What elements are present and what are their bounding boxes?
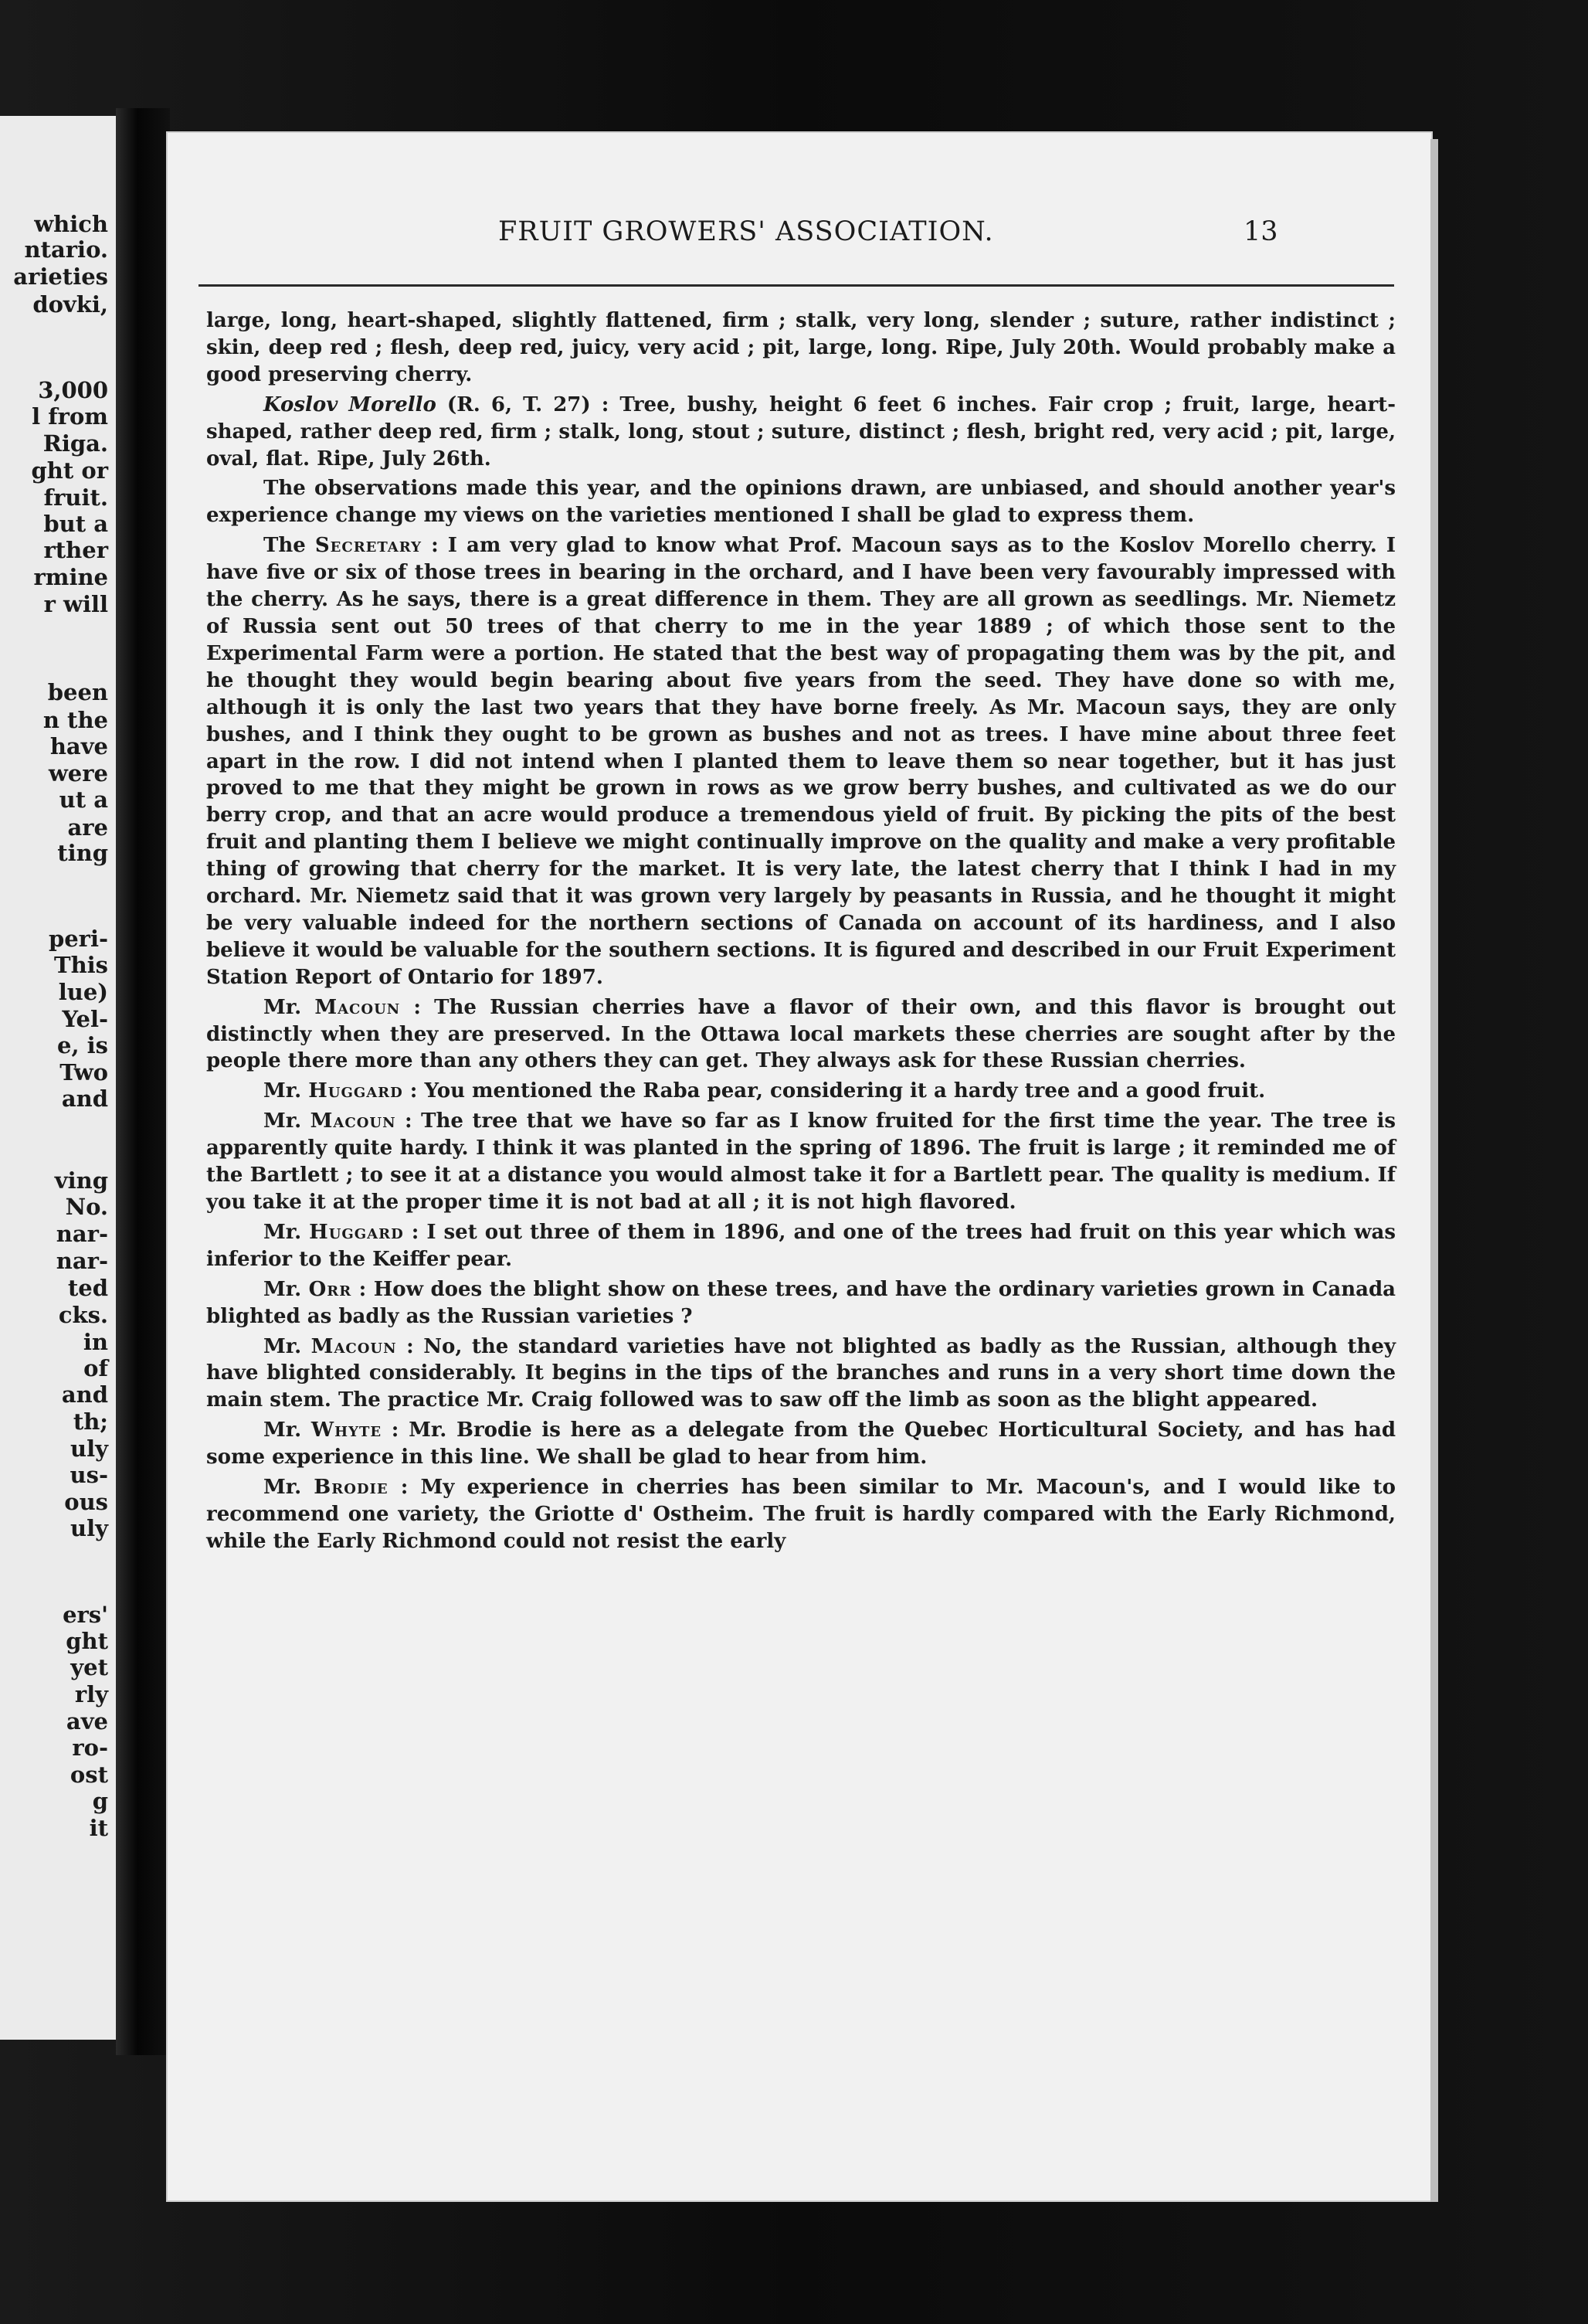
speaker-prefix: The <box>263 534 315 558</box>
adjacent-page-word: been <box>47 679 108 705</box>
adjacent-page-word: ght or <box>31 457 108 484</box>
adjacent-page-word: were <box>48 760 108 787</box>
paragraph-text: : I set out three of them in 1896, and one of the trees had fruit on this year which was inferior to the Keiffer pear. <box>206 1220 1396 1271</box>
adjacent-page-word: yet <box>70 1654 108 1680</box>
page-number: 13 <box>1244 216 1278 247</box>
paragraph <box>206 1474 1396 1555</box>
adjacent-page-word: in <box>83 1329 108 1355</box>
adjacent-page-word: ut a <box>59 787 108 813</box>
paragraph <box>206 475 1396 529</box>
speaker-name: Secretary <box>314 534 422 558</box>
running-title: FRUIT GROWERS' ASSOCIATION. <box>498 216 994 247</box>
adjacent-page-word: Two <box>59 1059 108 1086</box>
paragraph-text: : I am very glad to know what Prof. Macoun says as to the Koslov Morello cherry. I have five or six of those trees in bearing in the orchard, and I have been very favourably impressed with the cherry. As he says, there is a great difference in them. They are all grown as seedlings. Mr. Niemetz of Russia sent out 50 trees of that cherry to me in the year 1889 ; of which those sent to the Experimental Farm were a portion. He stated that the best way of propagating them was by the pit, and he thought they would begin bearing about five years from the seed. They have done so with me, although it is only the last two years that they have borne freely. As Mr. Macoun says, they are only bushes, and I think they ought to be grown as bushes and not as trees. I have mine about three feet apart in the row. I did not intend when I planted them to leave them so near together, but it has just proved to me that they might be grown in rows as we grow berry bushes, and cultivated as we do our berry crop, and that an acre would produce a tremendous yield of fruit. By picking the pits of the best fruit and planting them I believe we might continually improve on the quality and make a very profitable thing of growing that cherry for the market. It is very late, the latest cherry that I think I had in my orchard. Mr. Niemetz said that it was grown very largely by peasants in Russia, and he thought it might be very valuable indeed for the northern sections of Canada on account of its hardiness, and I also believe it would be valuable for the southern sections. It is figured and described in our Fruit Experiment Station Report of Ontario for 1897. <box>206 534 1396 989</box>
speaker-prefix: Mr. <box>263 1476 314 1500</box>
adjacent-page-word: fruit. <box>43 484 108 511</box>
paragraph <box>206 1276 1396 1330</box>
adjacent-page-word: but a <box>43 511 108 537</box>
adjacent-page-word: rther <box>43 537 108 563</box>
adjacent-page-word: ous <box>64 1489 108 1515</box>
adjacent-page-word: it <box>89 1815 108 1841</box>
paragraph <box>206 1219 1396 1273</box>
adjacent-page-word: l from <box>32 403 108 430</box>
speaker-name: Huggard <box>308 1079 403 1103</box>
speaker-prefix: Mr. <box>263 1079 309 1103</box>
adjacent-page-word: ost <box>70 1762 108 1788</box>
paragraph <box>206 1108 1396 1216</box>
speaker-name: Orr <box>308 1277 352 1301</box>
speaker-name: Macoun <box>314 995 401 1019</box>
paragraph <box>206 1417 1396 1471</box>
adjacent-page-word: ving <box>54 1167 108 1194</box>
adjacent-page-word: ght <box>66 1628 108 1654</box>
variety-name: Koslov Morello <box>263 392 436 416</box>
speaker-name: Whyte <box>310 1419 382 1442</box>
adjacent-page-word: Yel- <box>62 1006 108 1032</box>
adjacent-page-word: r will <box>43 591 108 617</box>
adjacent-page-word: us- <box>70 1462 108 1488</box>
paragraph-text: : The Russian cherries have a flavor of their own, and this flavor is brought out distinctly when they are preserved. In the Ottawa local markets these cherries are sought after by the people there more than any others they can get. They always ask for these Russian cherries. <box>206 995 1396 1073</box>
adjacent-page-fragment <box>0 116 118 2040</box>
paragraph <box>206 532 1396 990</box>
adjacent-page-word: ntario. <box>24 236 108 263</box>
paragraph <box>206 1334 1396 1415</box>
adjacent-page-word: dovki, <box>32 291 108 318</box>
header-rule <box>198 284 1394 287</box>
adjacent-page-word: ted <box>67 1275 108 1301</box>
speaker-name: Huggard <box>309 1220 404 1244</box>
adjacent-page-word: peri- <box>48 926 108 952</box>
adjacent-page-word: rly <box>74 1681 108 1707</box>
adjacent-page-word: ave <box>66 1708 108 1735</box>
paragraph <box>206 392 1396 473</box>
speaker-prefix: Mr. <box>263 1419 311 1442</box>
adjacent-page-word: th; <box>73 1408 108 1435</box>
adjacent-page-word: e, is <box>57 1032 108 1058</box>
adjacent-page-word: nar- <box>56 1221 108 1247</box>
adjacent-page-word: cks. <box>58 1302 108 1328</box>
adjacent-page-word: This <box>53 952 108 978</box>
adjacent-page-word: ro- <box>72 1735 108 1761</box>
adjacent-page-word: g <box>92 1788 108 1814</box>
adjacent-page-word: 3,000 <box>38 377 108 403</box>
body-text <box>206 307 1396 1558</box>
paragraph <box>206 1078 1396 1105</box>
document-page <box>166 131 1433 2202</box>
adjacent-page-word: uly <box>70 1515 108 1541</box>
adjacent-page-word: and <box>61 1381 108 1408</box>
paragraph <box>206 994 1396 1075</box>
adjacent-page-word: ting <box>57 840 108 866</box>
speaker-name: Macoun <box>310 1334 397 1358</box>
adjacent-page-word: Riga. <box>42 430 108 457</box>
adjacent-page-word: ers' <box>63 1602 108 1628</box>
page-edge <box>1430 139 1438 2202</box>
speaker-name: Brodie <box>314 1476 389 1500</box>
speaker-prefix: Mr. <box>263 1220 310 1244</box>
adjacent-page-word: are <box>67 814 108 841</box>
paragraph-text: : No, the standard varieties have not blighted as badly as the Russian, although they have blighted considerably. It begins in the tips of the branches and runs in a very short time down the main stem. The practice Mr. Craig followed was to saw off the limb as soon as the blight appeared. <box>206 1334 1396 1412</box>
paragraph-text: : Mr. Brodie is here as a delegate from the Quebec Horticultural Society, and has had some experience in this line. We shall be glad to hear from him. <box>206 1419 1396 1469</box>
adjacent-page-word: n the <box>42 707 108 733</box>
paragraph-text: : My experience in cherries has been similar to Mr. Macoun's, and I would like to recommend one variety, the Griotte d' Ostheim. The fruit is hardly compared with the Early Richmond, while the Early Richmond could not resist the early <box>206 1476 1396 1553</box>
adjacent-page-word: lue) <box>58 979 108 1005</box>
adjacent-page-word: No. <box>65 1194 108 1220</box>
paragraph-text: The observations made this year, and the opinions drawn, are unbiased, and should another year's experience change my views on the varieties mentioned I shall be glad to express them. <box>206 477 1396 528</box>
adjacent-page-word: have <box>49 733 108 759</box>
adjacent-page-word: and <box>61 1086 108 1112</box>
running-header <box>166 216 1433 255</box>
speaker-name: Macoun <box>310 1109 396 1133</box>
paragraph-text: : You mentioned the Raba pear, considering it a hardy tree and a good fruit. <box>402 1079 1266 1103</box>
speaker-prefix: Mr. <box>263 1109 310 1133</box>
adjacent-page-word: which <box>34 211 108 237</box>
adjacent-page-word: uly <box>70 1436 108 1462</box>
speaker-prefix: Mr. <box>263 1277 309 1301</box>
paragraph-text: (R. 6, T. 27) : Tree, bushy, height 6 feet 6 inches. Fair crop ; fruit, large, heart-shaped, rather deep red, firm ; stalk, long, stout ; suture, distinct ; flesh, bright red, very acid ; pit, large, oval, flat. Ripe, July 26th. <box>206 392 1396 471</box>
paragraph <box>206 307 1396 389</box>
speaker-prefix: Mr. <box>263 995 315 1019</box>
paragraph-text: large, long, heart-shaped, slightly flattened, firm ; stalk, very long, slender ; suture, rather indistinct ; skin, deep red ; flesh, deep red, juicy, very acid ; pit, large, long. Ripe, July 20th. Would probably make a good preserving cherry. <box>206 309 1396 386</box>
adjacent-page-word: arieties <box>13 263 108 290</box>
book-gutter <box>116 108 170 2055</box>
speaker-prefix: Mr. <box>263 1334 311 1358</box>
adjacent-page-word: of <box>83 1355 108 1381</box>
adjacent-page-word: rmine <box>33 564 108 590</box>
adjacent-page-word: nar- <box>56 1248 108 1274</box>
paragraph-text: : The tree that we have so far as I know fruited for the first time the year. The tree is apparently quite hardy. I think it was planted in the spring of 1896. The fruit is large ; it reminded me of the Bartlett ; to see it at a distance you would almost take it for a Bartlett pear. The quality is medium. If you take it at the proper time it is not bad at all ; it is not high flavored. <box>206 1109 1396 1214</box>
paragraph-text: : How does the blight show on these trees, and have the ordinary varieties grown in Canada blighted as badly as the Russian varieties ? <box>206 1277 1396 1328</box>
